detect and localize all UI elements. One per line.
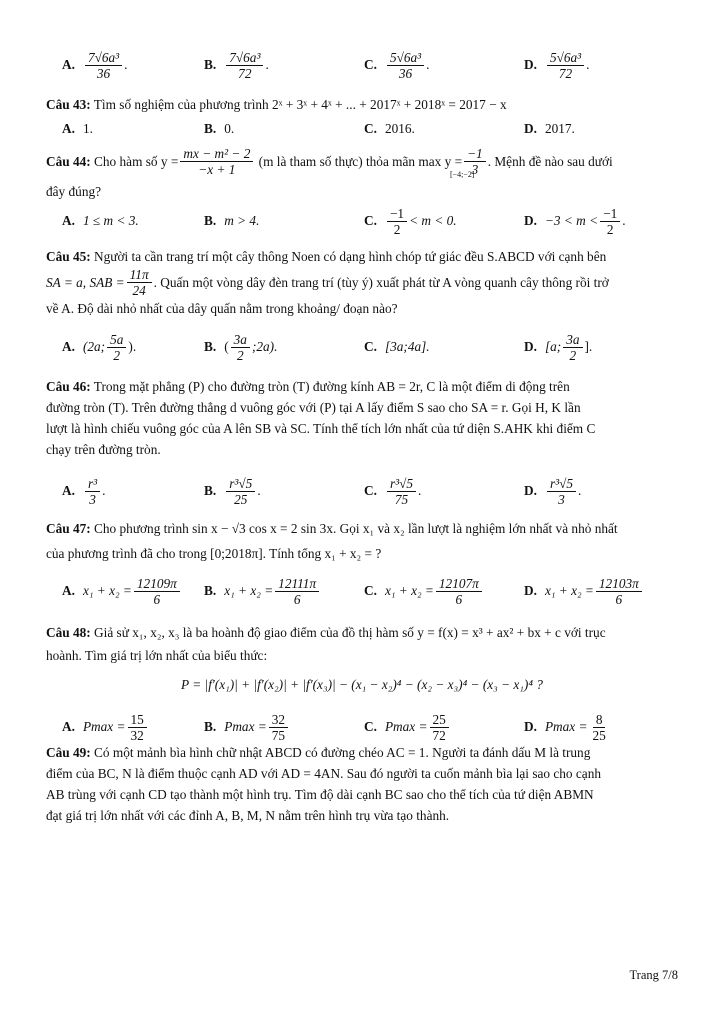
page-number: Trang 7/8 — [629, 968, 678, 982]
q44-option-b[interactable]: B. m > 4. — [204, 213, 260, 228]
q46-option-b[interactable]: B. $\frac{\text{r³√5}}{25}$ . — [204, 475, 261, 507]
question-46: Câu 46: Trong mặt phẳng (P) cho đường tròn (T) đường kính AB = 2r, C là một điểm di động trên đường tròn (T). Trên đường thẳng d vuông góc với (P) tại A lấy điểm S sao cho SA = r. Gọi H, K lần lượt là hình chiếu vuông góc của A lên SB và SC. Tính thể tích lớn nhất của tứ diện S.AHK khi điểm C chạy trên đường tròn. — [46, 379, 596, 457]
question-48: Câu 48: Giả sử x₁, x₂, x₃ là ba hoành độ giao điểm của đồ thị hàm số y = f(x) = x³ + ax² + bx + c với trục hoành. Tìm giá trị lớn nhất của biểu thức: — [46, 625, 606, 663]
q43-option-a[interactable]: A. 1. — [62, 121, 93, 136]
q43-option-b[interactable]: B. 0. — [204, 121, 235, 136]
question-43: Câu 43: Tìm số nghiệm của phương trình 2ˣ + 3ˣ + 4ˣ + ... + 2017ˣ + 2018ˣ = 2017 − x — [46, 97, 507, 112]
max-subscript: [−4;−2] — [450, 170, 475, 179]
q48-option-d[interactable]: D. Pmax = $\frac{8}{25}$ — [524, 711, 606, 743]
q45-options — [46, 330, 686, 364]
q42-option-d[interactable]: D. $\frac{\text{5√6a³}}{72}$ . — [524, 49, 590, 81]
question-47: Câu 47: Cho phương trình sin x − √3 cos x = 2 sin 3x. Gọi x₁ và x₂ lần lượt là nghiệm lớn nhất và nhỏ nhất của phương trình đã cho trong [0;2018π]. Tính tổng x₁ + x₂ = ? — [46, 521, 618, 561]
q47-options — [46, 574, 686, 608]
q43-option-c[interactable]: C. 2016. — [364, 121, 415, 136]
q42-options — [46, 48, 686, 82]
q42-option-b[interactable]: B. $\frac{\text{7√6a³}}{72}$ . — [204, 49, 269, 81]
q43-option-d[interactable]: D. 2017. — [524, 121, 575, 136]
q47-option-a[interactable]: A. x₁ + x₂ = $\frac{12109\pi}{6}$ — [62, 574, 182, 608]
q46-option-a[interactable]: A. $\frac{\text{r³}}{3}$ . — [62, 475, 106, 507]
q48-option-c[interactable]: C. Pmax = $\frac{25}{72}$ — [364, 710, 451, 744]
q46-option-c[interactable]: C. $\frac{\text{r³√5}}{75}$ . — [364, 475, 422, 507]
q47-option-d[interactable]: D. x₁ + x₂ = $\frac{12103\pi}{6}$ — [524, 574, 644, 608]
q43-options — [46, 112, 686, 146]
q45-option-c[interactable]: C. [3a;4a]. — [364, 339, 430, 354]
q44-option-c[interactable]: C. $\frac{-1}{2}$ < m < 0. — [364, 205, 457, 237]
question-44: Câu 44: Cho hàm số y = $\frac{\text{mx − m² − 2}}{-x + 1}$ (m là tham số thực) thỏa mãn max y = $\frac{-1}{3}$ . Mệnh đề nào sau dưới [−4;−2] đây đúng? — [46, 146, 682, 202]
q48-option-a[interactable]: A. Pmax = $\frac{15}{32}$ — [62, 710, 149, 744]
q48-options — [46, 710, 686, 744]
q48-formula: P = |f′(x₁)| + |f′(x₂)| + |f′(x₃)| − (x₁ − x₂)⁴ − (x₂ − x₃)⁴ − (x₃ − x₁)⁴ ? — [181, 677, 543, 692]
question-45: Câu 45: Người ta cần trang trí một cây thông Noen có dạng hình chóp tứ giác đều S.ABCD với cạnh bên SA = a, SAB = $\frac{11\pi}{24}$ . Quấn một vòng dây đèn trang trí (tùy ý) xuất phát từ A vòng quanh cây thông rồi trở về A. Độ dài nhỏ nhất của dây quấn nằm trong khoảng/ đoạn nào? — [46, 249, 609, 316]
q44-options — [46, 204, 686, 238]
q45-option-b[interactable]: B. ( $\frac{3a}{2}$ ;2a). — [204, 331, 278, 363]
q44-option-a[interactable]: A. 1 ≤ m < 3. — [62, 213, 139, 228]
q48-option-b[interactable]: B. Pmax = $\frac{32}{75}$ — [204, 710, 290, 744]
q45-option-a[interactable]: A. (2a; $\frac{5a}{2}$ ). — [62, 331, 137, 363]
q45-option-d[interactable]: D. [a; $\frac{3a}{2}$ ]. — [524, 331, 593, 363]
q46-option-d[interactable]: D. $\frac{\text{r³√5}}{3}$ . — [524, 475, 582, 507]
q44-option-d[interactable]: D. −3 < m < $\frac{-1}{2}$ . — [524, 205, 626, 237]
q47-option-c[interactable]: C. x₁ + x₂ = $\frac{12107\pi}{6}$ — [364, 574, 484, 608]
q47-option-b[interactable]: B. x₁ + x₂ = $\frac{12111\pi}{6}$ — [204, 574, 321, 608]
q42-option-c[interactable]: C. $\frac{\text{5√6a³}}{36}$ . — [364, 49, 430, 81]
q42-option-a[interactable]: A. $\frac{\text{7√6a³}}{36}$ . — [62, 49, 128, 81]
q46-options — [46, 474, 686, 508]
question-49: Câu 49: Có một mảnh bìa hình chữ nhật ABCD có đường chéo AC = 1. Người ta đánh dấu M là trung điểm của BC, N là điểm thuộc cạnh AD với AD = 4AN. Sau đó người ta cuốn mảnh bìa lại sao cho cạnh AB trùng với cạnh CD tạo thành một hình trụ. Tìm độ dài cạnh BC sao cho thể tích của tứ diện ABMN đạt giá trị lớn nhất với các đỉnh A, B, M, N nằm trên hình trụ vừa tạo thành. — [46, 745, 601, 823]
